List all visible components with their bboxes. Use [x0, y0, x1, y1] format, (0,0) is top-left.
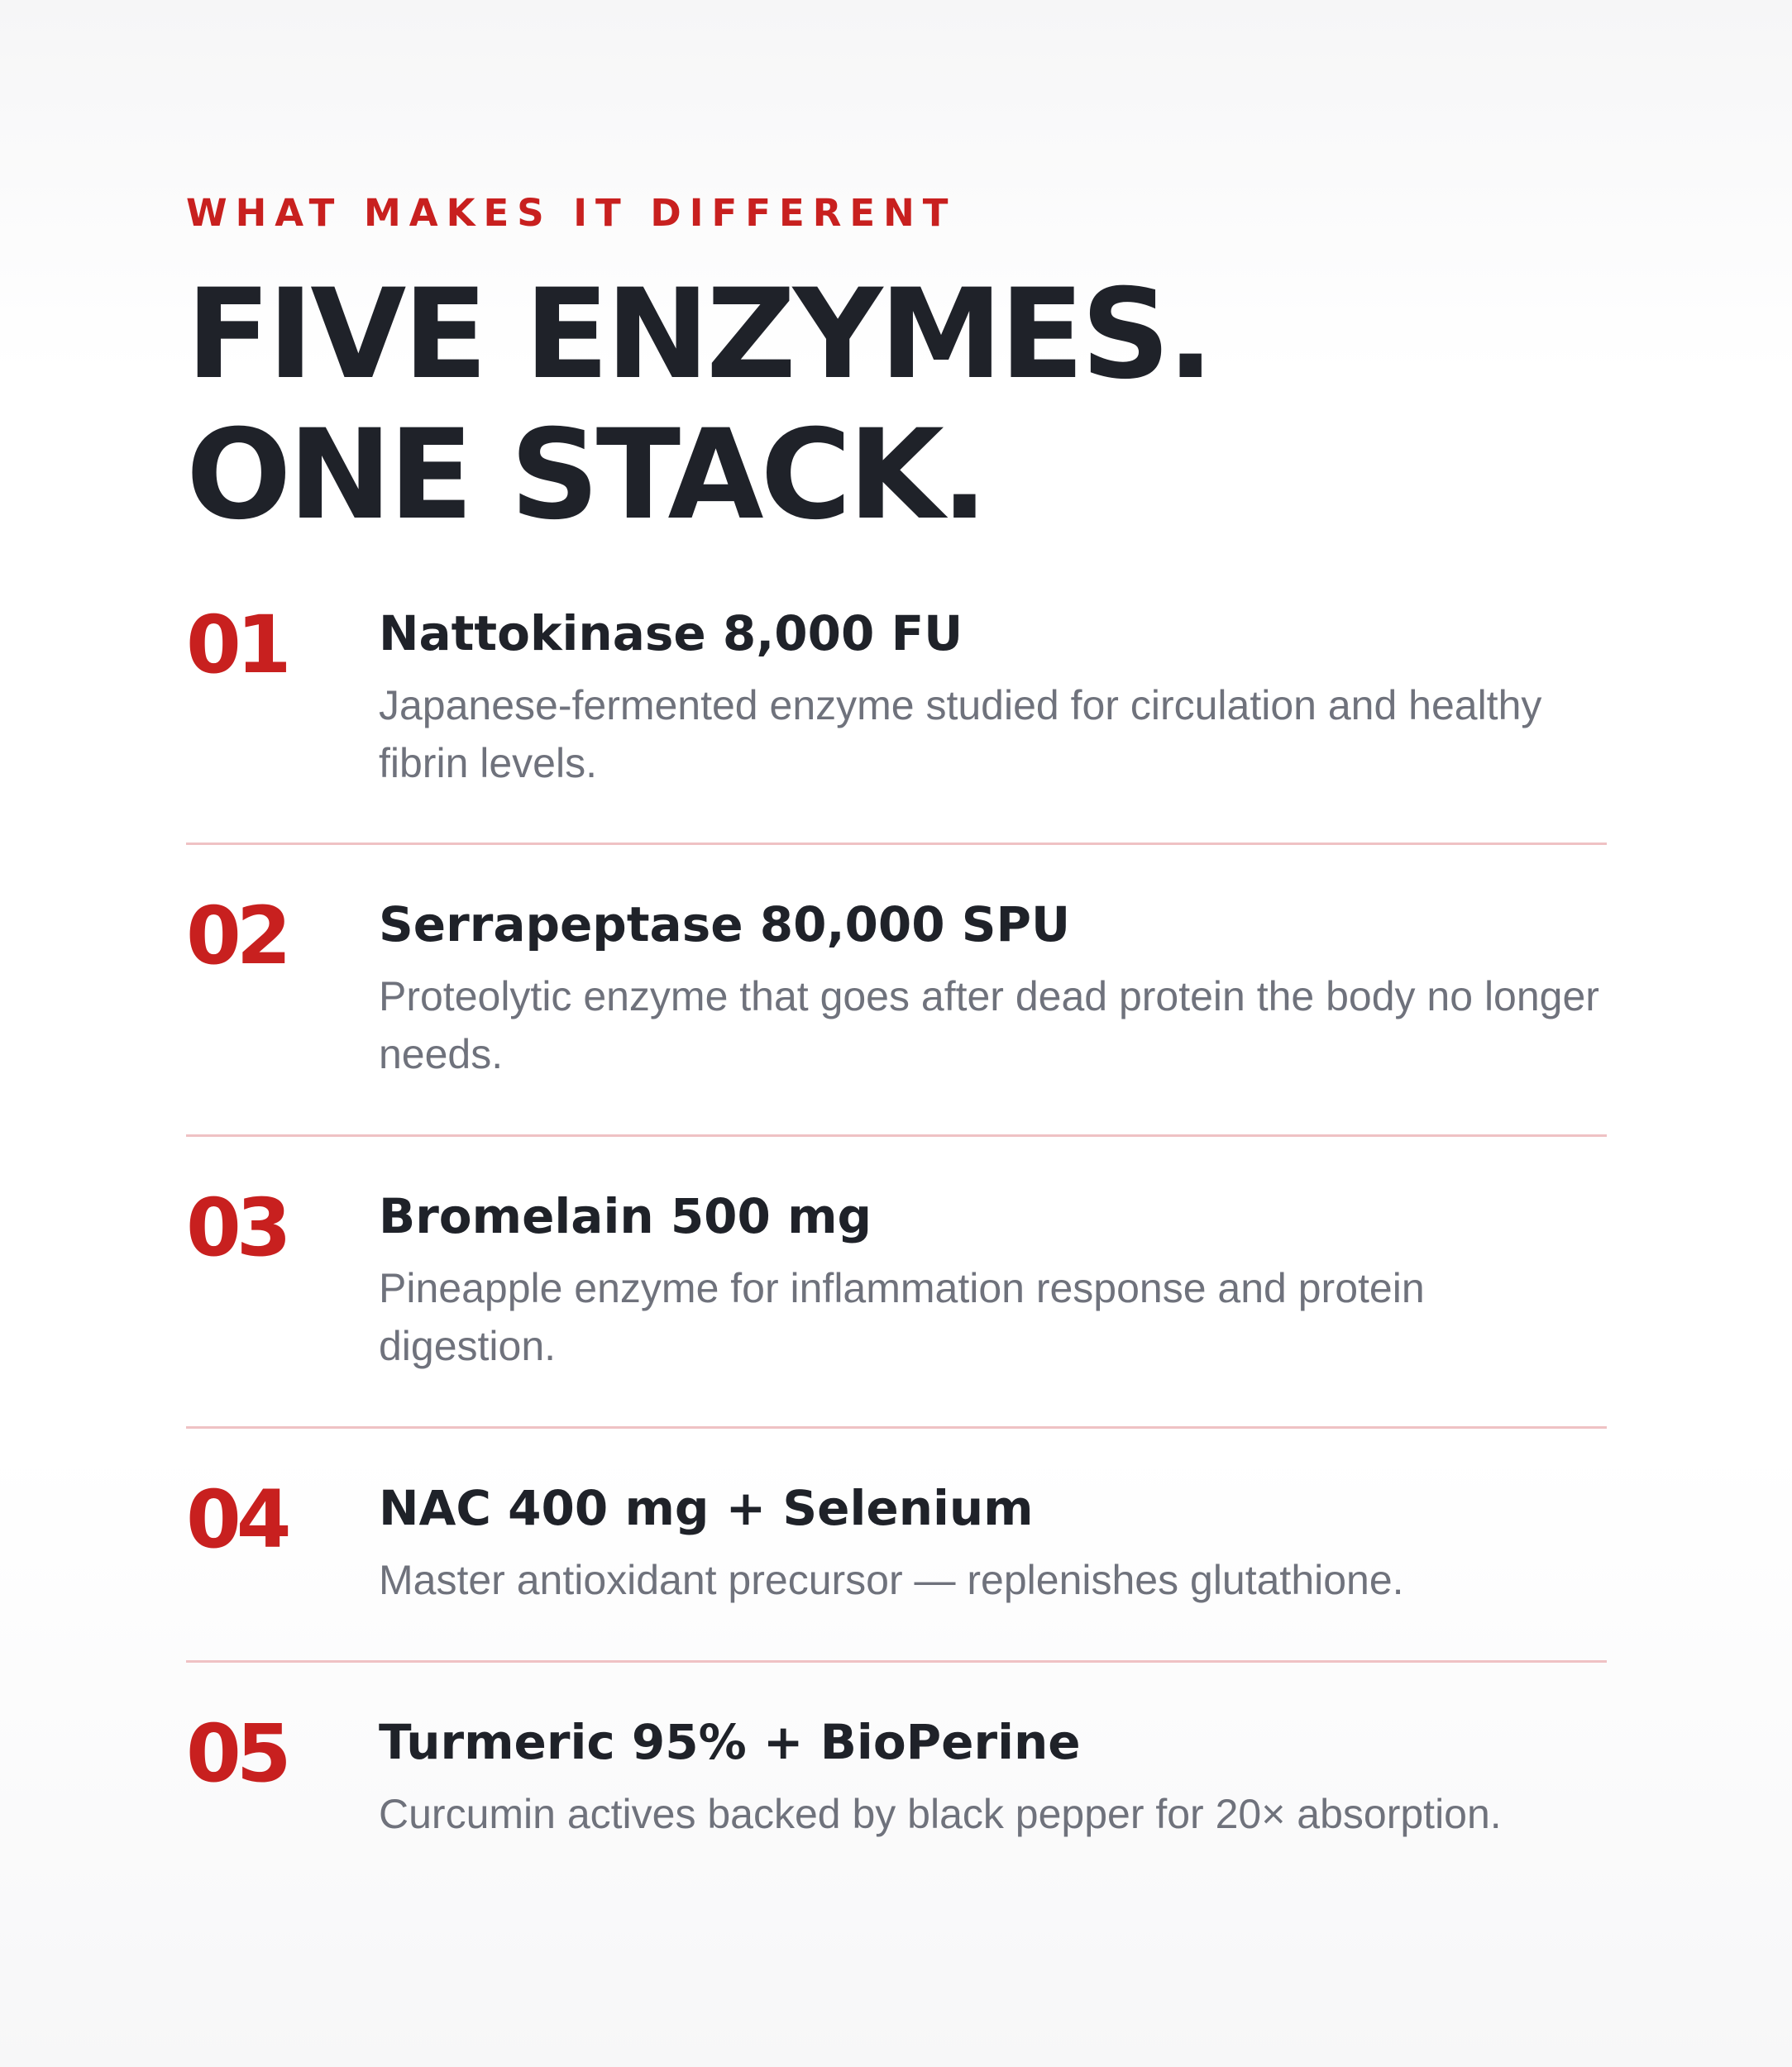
section-headline: [186, 265, 1607, 546]
item-title: NAC 400 mg + Selenium: [379, 1480, 1034, 1536]
list-item: [186, 1137, 1607, 1429]
item-description: Japanese-fermented enzyme studied for circulation and healthy fibrin levels.: [379, 682, 1542, 786]
item-body: [379, 1480, 1603, 1609]
item-body: [379, 896, 1603, 1083]
item-number: 02: [186, 890, 287, 982]
list-item: [186, 1663, 1607, 1936]
item-description: Proteolytic enzyme that goes after dead protein the body no longer needs.: [379, 973, 1599, 1077]
list-item: [186, 599, 1607, 845]
item-title: Bromelain 500 mg: [379, 1188, 872, 1244]
item-description: Master antioxidant precursor — replenishes glutathione.: [379, 1557, 1404, 1603]
item-description: Curcumin actives backed by black pepper for 20× absorption.: [379, 1791, 1502, 1837]
item-body: [379, 1188, 1603, 1375]
item-title: Turmeric 95% + BioPerine: [379, 1714, 1081, 1770]
section-eyebrow: WHAT MAKES IT DIFFERENT: [186, 191, 957, 235]
item-title: Serrapeptase 80,000 SPU: [379, 896, 1071, 952]
headline-line-2: ONE STACK.: [186, 403, 985, 547]
item-description: Pineapple enzyme for inflammation response and protein digestion.: [379, 1265, 1425, 1369]
item-title: Nattokinase 8,000 FU: [379, 605, 963, 661]
headline-line-1: FIVE ENZYMES.: [186, 263, 1211, 407]
item-number: 04: [186, 1473, 287, 1566]
item-number: 03: [186, 1181, 287, 1274]
list-item: [186, 1429, 1607, 1663]
list-item: [186, 845, 1607, 1137]
feature-section: [186, 190, 1607, 1936]
item-body: [379, 605, 1603, 792]
enzyme-list: [186, 599, 1607, 1936]
item-number: 01: [186, 599, 287, 691]
item-body: [379, 1714, 1603, 1843]
item-number: 05: [186, 1707, 287, 1800]
